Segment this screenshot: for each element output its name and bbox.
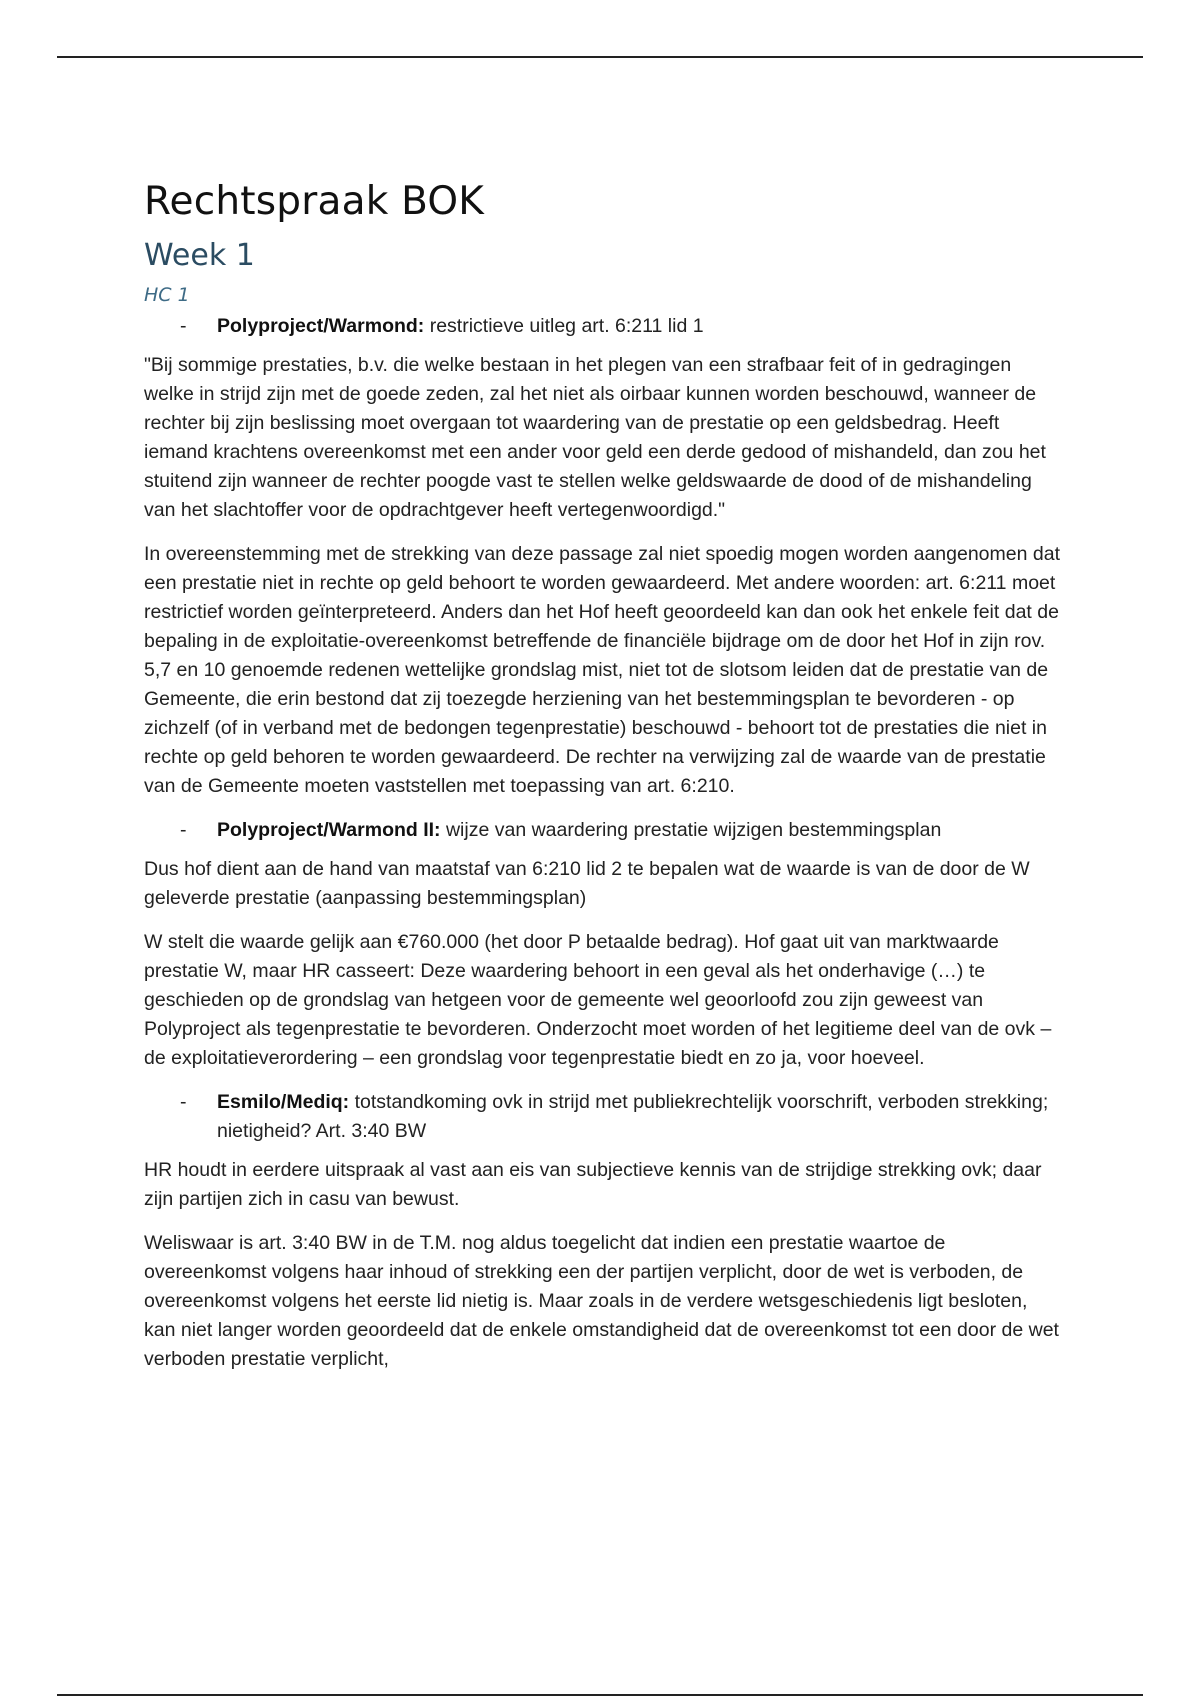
body-paragraph: In overeenstemming met de strekking van deze passage zal niet spoedig mogen worden aangenomen dat een prestatie niet in rechte op geld behoort te worden gewaardeerd. Met andere woorden: art. 6:211 moet restrictief worden geïnterpreteerd. Anders dan het Hof heeft geoordeeld kan dan ook het enkele feit dat de bepaling in de exploitatie-overeenkomst betreffende de financiële bijdrage om de door het Hof in zijn rov. 5,7 en 10 genoemde redenen wettelijke grondslag mist, niet tot de slotsom leiden dat de prestatie van de Gemeente, die erin bestond dat zij toezegde herziening van het bestemmingsplan te bevorderen - op zichzelf (of in verband met de bedongen tegenprestatie) beschouwd - behoort tot de prestaties die niet in rechte op geld behoren te worden gewaardeerd. De rechter na verwijzing zal de waarde van de prestatie van de Gemeente moeten vaststellen met toepassing van art. 6:210. [144, 543, 1060, 797]
document-blocks [144, 312, 1064, 1374]
case-name: Polyproject/Warmond: [217, 315, 425, 337]
bullet-dash: - [180, 819, 187, 841]
body-paragraph: Weliswaar is art. 3:40 BW in de T.M. nog aldus toegelicht dat indien een prestatie waartoe de overeenkomst volgens haar inhoud of strekking een der partijen verplicht, door de wet is verboden, de overeenkomst volgens het eerste lid nietig is. Maar zoals in de verdere wetsgeschiedenis ligt besloten, kan niet langer worden geoordeeld dat de enkele omstandigheid dat de overeenkomst tot een door de wet verboden prestatie verplicht, [144, 1232, 1059, 1370]
page-bottom-rule [57, 1694, 1143, 1696]
case-bullet [144, 1088, 1064, 1146]
body-paragraph: Dus hof dient aan de hand van maatstaf van 6:210 lid 2 te bepalen wat de waarde is van de door de W geleverde prestatie (aanpassing bestemmingsplan) [144, 858, 1030, 909]
bullet-dash: - [180, 315, 187, 337]
case-name: Polyproject/Warmond II: [217, 819, 441, 841]
case-summary: restrictieve uitleg art. 6:211 lid 1 [424, 315, 704, 337]
body-paragraph: "Bij sommige prestaties, b.v. die welke bestaan in het plegen van een strafbaar feit of in gedragingen welke in strijd zijn met de goede zeden, zal het niet als oirbaar kunnen worden beschouwd, wanneer de rechter bij zijn beslissing moet overgaan tot waardering van de prestatie op een geldsbedrag. Heeft iemand krachtens overeenkomst met een ander voor geld een derde gedood of mishandeld, dan zou het stuitend zijn wanneer de rechter poogde vast te stellen welke geldswaarde de dood of de mishandeling van het slachtoffer voor de opdrachtgever heeft vertegenwoordigd." [144, 354, 1046, 521]
bullet-dash: - [180, 1091, 187, 1113]
document-body [144, 176, 1064, 1389]
document-title: Rechtspraak BOK [144, 179, 485, 224]
heading-lecture: HC 1 [144, 284, 190, 306]
case-name: Esmilo/Mediq: [217, 1091, 350, 1113]
case-bullet [144, 312, 1064, 341]
heading-week: Week 1 [144, 238, 255, 273]
body-paragraph: HR houdt in eerdere uitspraak al vast aan eis van subjectieve kennis van de strijdige strekking ovk; daar zijn partijen zich in casu van bewust. [144, 1159, 1042, 1210]
case-bullet [144, 816, 1064, 845]
page-top-rule [57, 56, 1143, 58]
case-summary: totstandkoming ovk in strijd met publiekrechtelijk voorschrift, verboden strekking; nietigheid? Art. 3:40 BW [217, 1091, 1049, 1142]
case-summary: wijze van waardering prestatie wijzigen bestemmingsplan [440, 819, 942, 841]
body-paragraph: W stelt die waarde gelijk aan €760.000 (het door P betaalde bedrag). Hof gaat uit van marktwaarde prestatie W, maar HR casseert: Deze waardering behoort in een geval als het onderhavige (…) te geschieden op de grondslag van hetgeen voor de gemeente wel geoorloofd zou zijn geweest van Polyproject als tegenprestatie te bevorderen. Onderzocht moet worden of het legitieme deel van de ovk – de exploitatieverordering – een grondslag voor tegenprestatie biedt en zo ja, voor hoeveel. [144, 931, 1052, 1069]
